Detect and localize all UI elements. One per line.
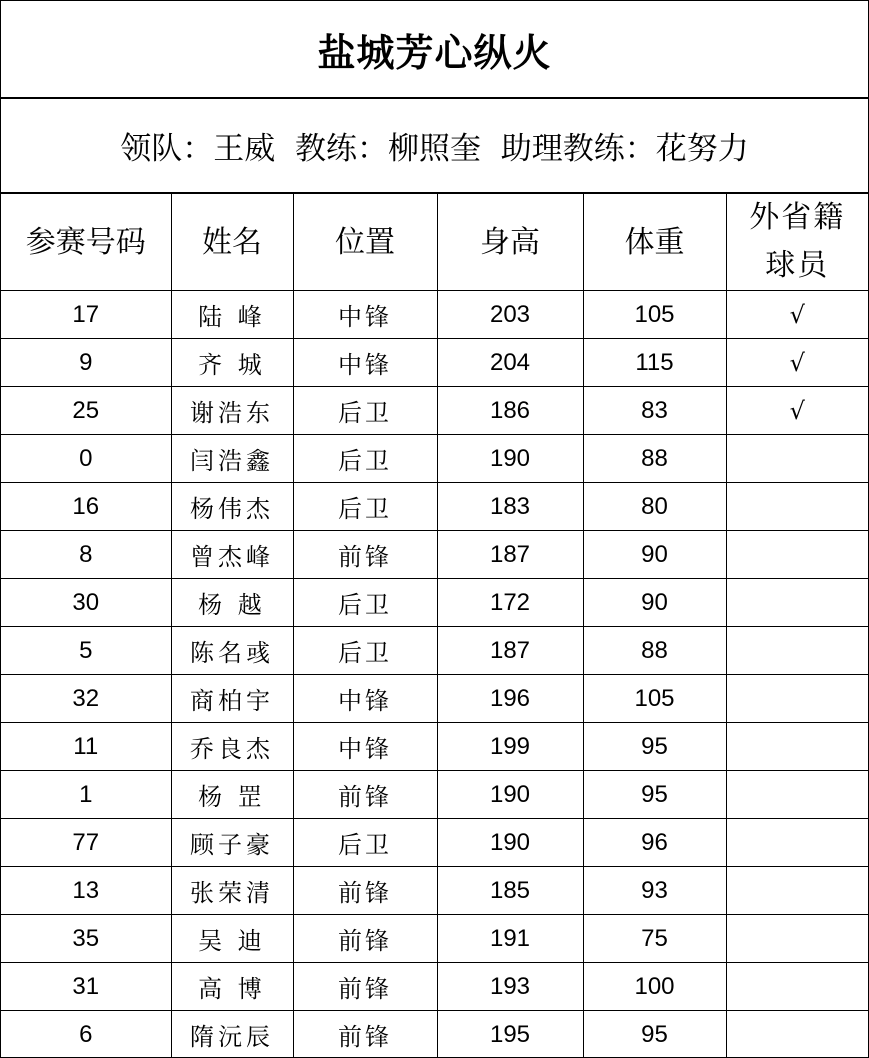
player-weight: 80 bbox=[583, 483, 726, 531]
player-position: 中锋 bbox=[293, 723, 437, 771]
player-weight: 75 bbox=[583, 915, 726, 963]
table-row bbox=[1, 339, 868, 387]
out-of-province-mark bbox=[726, 1011, 868, 1058]
table-row bbox=[1, 387, 868, 435]
table-row bbox=[1, 291, 868, 339]
player-number: 32 bbox=[1, 675, 171, 723]
player-position: 前锋 bbox=[293, 867, 437, 915]
out-of-province-mark bbox=[726, 771, 868, 819]
player-weight: 105 bbox=[583, 675, 726, 723]
out-of-province-mark bbox=[726, 867, 868, 915]
player-number: 31 bbox=[1, 963, 171, 1011]
player-name: 曾杰峰 bbox=[171, 531, 293, 579]
out-of-province-mark bbox=[726, 675, 868, 723]
player-weight: 83 bbox=[583, 387, 726, 435]
header-row bbox=[1, 194, 868, 291]
table-row bbox=[1, 915, 868, 963]
player-position: 前锋 bbox=[293, 963, 437, 1011]
out-of-province-mark bbox=[726, 435, 868, 483]
player-name: 杨 罡 bbox=[171, 771, 293, 819]
out-of-province-mark bbox=[726, 579, 868, 627]
player-position: 前锋 bbox=[293, 531, 437, 579]
table-row bbox=[1, 963, 868, 1011]
player-height: 195 bbox=[437, 1011, 583, 1058]
player-name: 齐 城 bbox=[171, 339, 293, 387]
header-height: 身高 bbox=[437, 194, 583, 291]
table-row bbox=[1, 675, 868, 723]
player-name: 陈名彧 bbox=[171, 627, 293, 675]
header-weight: 体重 bbox=[583, 194, 726, 291]
player-number: 5 bbox=[1, 627, 171, 675]
header-number: 参赛号码 bbox=[1, 194, 171, 291]
player-number: 77 bbox=[1, 819, 171, 867]
player-number: 9 bbox=[1, 339, 171, 387]
player-name: 杨伟杰 bbox=[171, 483, 293, 531]
player-number: 1 bbox=[1, 771, 171, 819]
player-height: 203 bbox=[437, 291, 583, 339]
player-name: 乔良杰 bbox=[171, 723, 293, 771]
player-number: 16 bbox=[1, 483, 171, 531]
player-number: 17 bbox=[1, 291, 171, 339]
player-number: 13 bbox=[1, 867, 171, 915]
player-position: 后卫 bbox=[293, 579, 437, 627]
header-name: 姓名 bbox=[171, 194, 293, 291]
player-height: 190 bbox=[437, 435, 583, 483]
player-height: 199 bbox=[437, 723, 583, 771]
out-of-province-mark: √ bbox=[726, 291, 868, 339]
table-row bbox=[1, 531, 868, 579]
out-of-province-mark bbox=[726, 627, 868, 675]
player-position: 前锋 bbox=[293, 771, 437, 819]
table-row bbox=[1, 435, 868, 483]
player-weight: 96 bbox=[583, 819, 726, 867]
player-name: 杨 越 bbox=[171, 579, 293, 627]
header-position: 位置 bbox=[293, 194, 437, 291]
table-row bbox=[1, 819, 868, 867]
player-name: 隋沅辰 bbox=[171, 1011, 293, 1058]
player-weight: 90 bbox=[583, 579, 726, 627]
player-name: 闫浩鑫 bbox=[171, 435, 293, 483]
player-name: 陆 峰 bbox=[171, 291, 293, 339]
player-number: 6 bbox=[1, 1011, 171, 1058]
table-row bbox=[1, 723, 868, 771]
player-weight: 115 bbox=[583, 339, 726, 387]
roster-body bbox=[1, 291, 868, 1058]
player-position: 后卫 bbox=[293, 819, 437, 867]
staff-line: 领队：王威 教练：柳照奎 助理教练：花努力 bbox=[1, 99, 868, 194]
player-number: 8 bbox=[1, 531, 171, 579]
player-height: 185 bbox=[437, 867, 583, 915]
out-of-province-mark bbox=[726, 819, 868, 867]
player-weight: 90 bbox=[583, 531, 726, 579]
player-position: 中锋 bbox=[293, 339, 437, 387]
player-height: 187 bbox=[437, 627, 583, 675]
player-number: 30 bbox=[1, 579, 171, 627]
out-of-province-mark bbox=[726, 915, 868, 963]
player-height: 187 bbox=[437, 531, 583, 579]
player-position: 前锋 bbox=[293, 1011, 437, 1058]
out-of-province-mark: √ bbox=[726, 339, 868, 387]
out-of-province-mark: √ bbox=[726, 387, 868, 435]
player-height: 190 bbox=[437, 819, 583, 867]
out-of-province-mark bbox=[726, 483, 868, 531]
player-height: 196 bbox=[437, 675, 583, 723]
player-name: 商柏宇 bbox=[171, 675, 293, 723]
player-weight: 105 bbox=[583, 291, 726, 339]
out-of-province-mark bbox=[726, 531, 868, 579]
player-number: 0 bbox=[1, 435, 171, 483]
player-position: 后卫 bbox=[293, 627, 437, 675]
out-of-province-mark bbox=[726, 963, 868, 1011]
player-weight: 88 bbox=[583, 435, 726, 483]
table-row bbox=[1, 1011, 868, 1058]
player-height: 193 bbox=[437, 963, 583, 1011]
player-weight: 95 bbox=[583, 771, 726, 819]
player-position: 后卫 bbox=[293, 483, 437, 531]
table-row bbox=[1, 771, 868, 819]
player-name: 张荣清 bbox=[171, 867, 293, 915]
player-weight: 93 bbox=[583, 867, 726, 915]
player-height: 204 bbox=[437, 339, 583, 387]
roster-table bbox=[1, 194, 868, 1058]
player-weight: 88 bbox=[583, 627, 726, 675]
player-position: 后卫 bbox=[293, 387, 437, 435]
player-weight: 100 bbox=[583, 963, 726, 1011]
player-position: 中锋 bbox=[293, 291, 437, 339]
player-weight: 95 bbox=[583, 1011, 726, 1058]
player-weight: 95 bbox=[583, 723, 726, 771]
player-name: 高 博 bbox=[171, 963, 293, 1011]
player-number: 11 bbox=[1, 723, 171, 771]
player-height: 183 bbox=[437, 483, 583, 531]
table-row bbox=[1, 867, 868, 915]
player-name: 谢浩东 bbox=[171, 387, 293, 435]
player-height: 186 bbox=[437, 387, 583, 435]
out-of-province-mark bbox=[726, 723, 868, 771]
table-row bbox=[1, 483, 868, 531]
player-position: 后卫 bbox=[293, 435, 437, 483]
player-position: 中锋 bbox=[293, 675, 437, 723]
header-out-of-province: 外省籍球员 bbox=[726, 194, 868, 291]
player-height: 191 bbox=[437, 915, 583, 963]
table-row bbox=[1, 579, 868, 627]
team-title: 盐城芳心纵火 bbox=[1, 1, 868, 99]
player-name: 顾子豪 bbox=[171, 819, 293, 867]
player-name: 吴 迪 bbox=[171, 915, 293, 963]
player-height: 172 bbox=[437, 579, 583, 627]
player-position: 前锋 bbox=[293, 915, 437, 963]
player-number: 25 bbox=[1, 387, 171, 435]
player-height: 190 bbox=[437, 771, 583, 819]
player-number: 35 bbox=[1, 915, 171, 963]
table-row bbox=[1, 627, 868, 675]
